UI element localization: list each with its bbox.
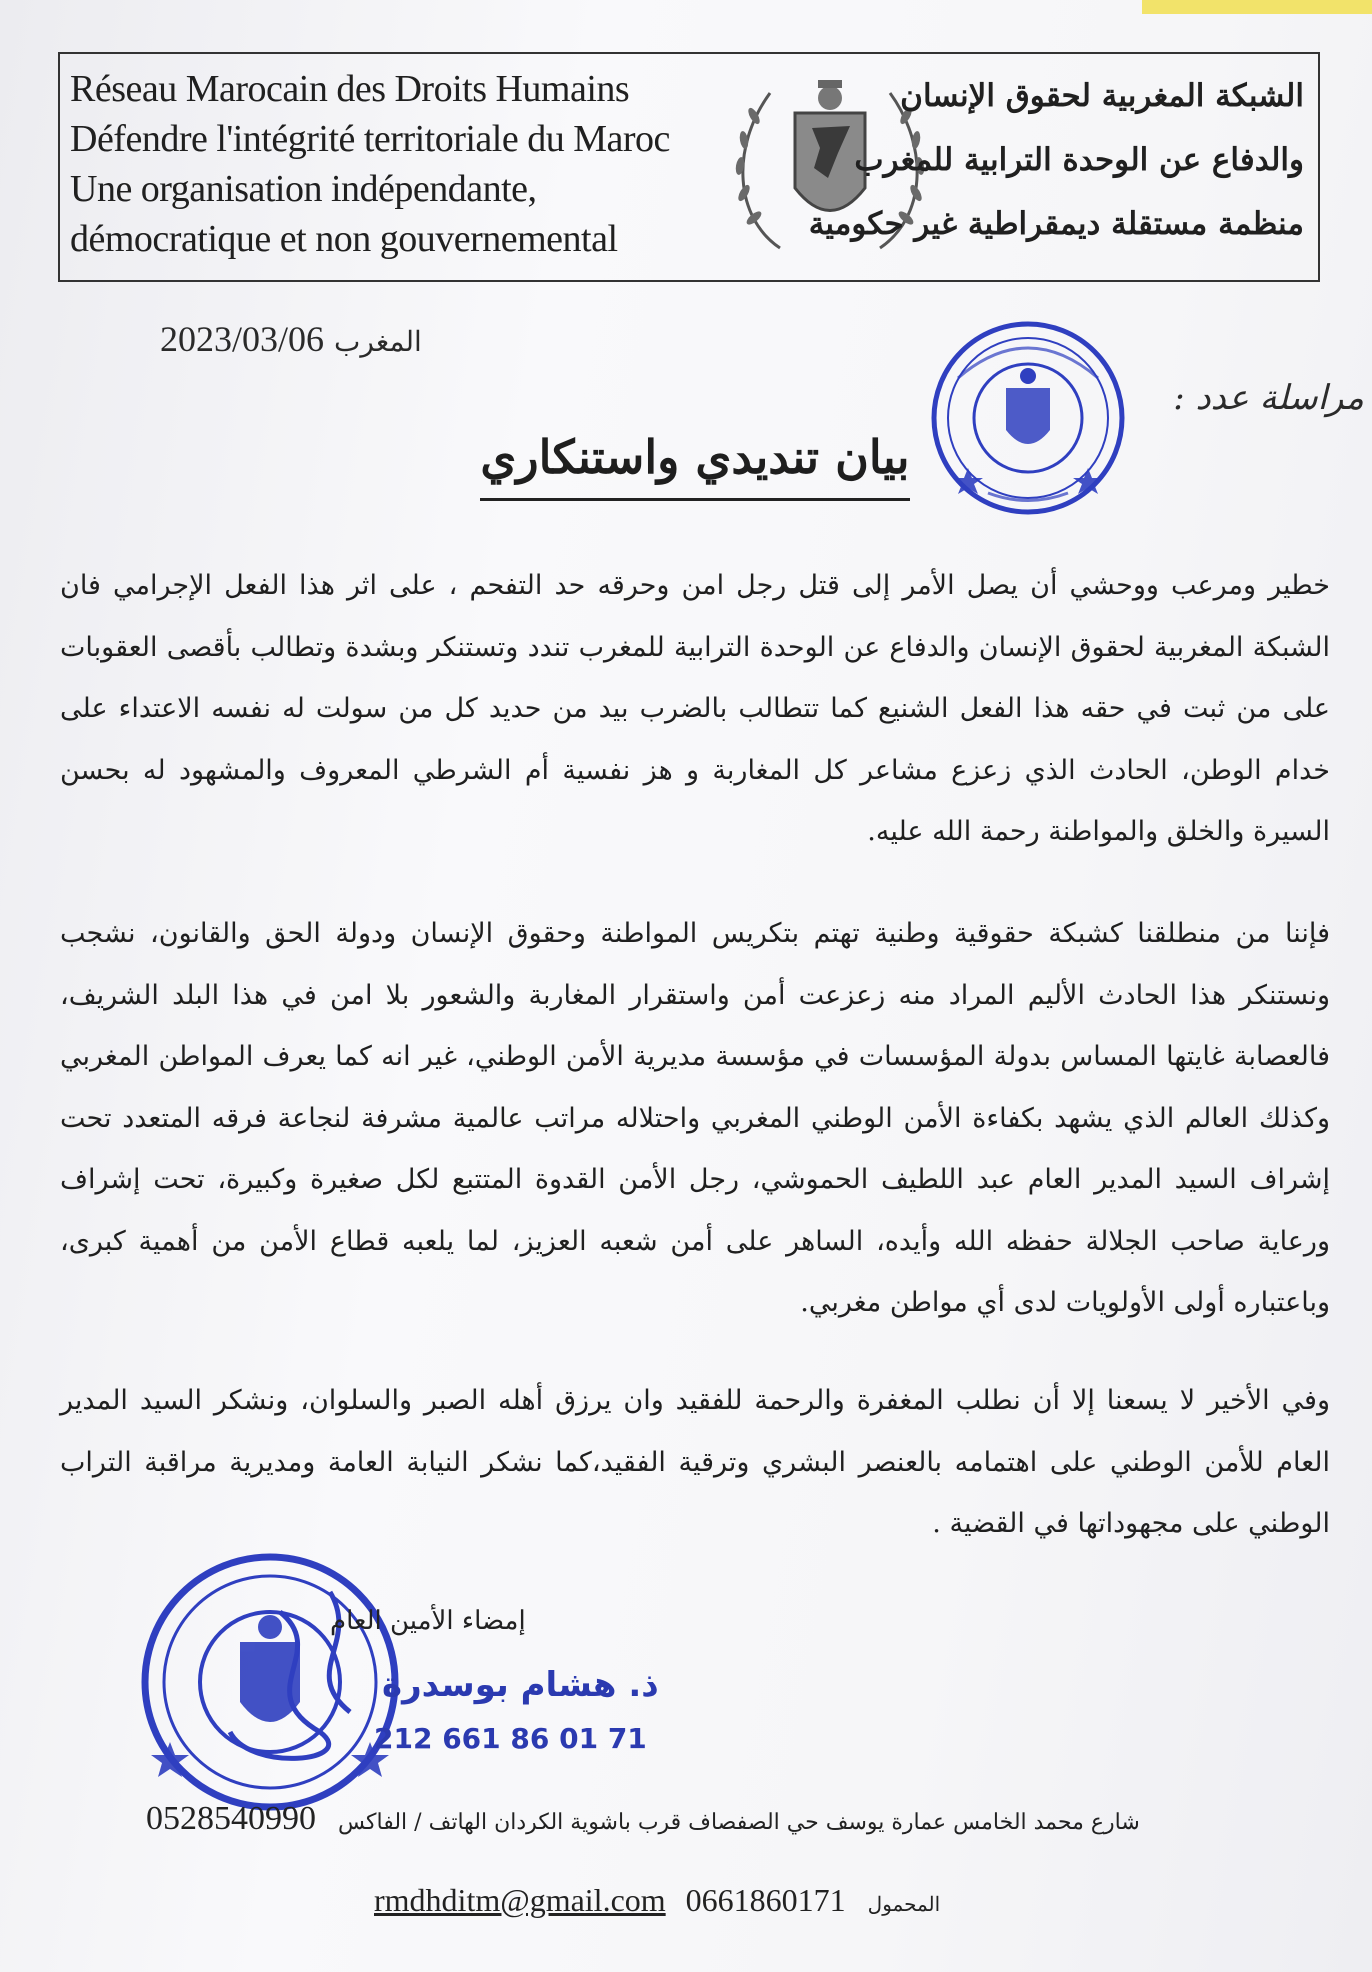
- page-title: بيان تنديدي واستنكاري: [480, 430, 910, 501]
- signatory-phone: 212 661 86 01 71: [374, 1722, 647, 1755]
- footer-mobile-label: المحمول: [867, 1892, 941, 1916]
- letterhead-french-line: Défendre l'intégrité territoriale du Maroc: [70, 118, 670, 160]
- letterhead-arabic: [808, 64, 1304, 256]
- signature-label: إمضاء الأمين العام: [330, 1606, 526, 1636]
- footer-phone-fax: 0528540990: [146, 1800, 316, 1837]
- document-date: [160, 318, 422, 360]
- letterhead-french-line: démocratique et non gouvernemental: [70, 218, 618, 260]
- footer-email-link[interactable]: rmdhditm@gmail.com: [374, 1882, 666, 1918]
- stamp-icon: [928, 318, 1128, 518]
- reference-number-label: مراسلة عدد :: [1173, 378, 1364, 418]
- letterhead-french: [70, 64, 670, 264]
- footer-contact-line: [374, 1882, 940, 1919]
- footer-mobile: 0661860171: [685, 1882, 846, 1918]
- signature-stamp-icon: [130, 1532, 420, 1822]
- letterhead-arabic-line: منظمة مستقلة ديمقراطية غير حكومية: [808, 206, 1304, 242]
- letterhead-arabic-line: الشبكة المغربية لحقوق الإنسان: [900, 78, 1304, 114]
- date-place: المغرب: [334, 325, 422, 358]
- page-corner-tab: [1142, 0, 1372, 14]
- letterhead-french-line: Une organisation indépendante,: [70, 168, 537, 210]
- date-value: 2023/03/06: [160, 319, 325, 359]
- signatory-name: ذ. هشام بوسدرة: [382, 1665, 659, 1705]
- official-stamp-top: [928, 318, 1128, 518]
- body-paragraph: وفي الأخير لا يسعنا إلا أن نطلب المغفرة والرحمة للفقيد وان يرزق أهله الصبر والسلوان، ونشكر السيد المدير العام للأمن الوطني على اهتمامه بالعنصر البشري وترقية الفقيد،كما نشكر النيابة العامة ومديرية مراقبة التراب الوطني على مجهوداتها في القضية .: [60, 1385, 1330, 1539]
- footer-address-line: [146, 1800, 1140, 1838]
- footer-address: شارع محمد الخامس عمارة يوسف حي الصفصاف قرب باشوية الكردان الهاتف / الفاكس: [338, 1810, 1140, 1835]
- letterhead: [58, 52, 1320, 282]
- letterhead-arabic-line: والدفاع عن الوحدة الترابية للمغرب: [854, 142, 1304, 178]
- body-paragraph: خطير ومرعب ووحشي أن يصل الأمر إلى قتل رجل امن وحرقه حد التفحم ، على اثر هذا الفعل الإجرامي فان الشبكة المغربية لحقوق الإنسان والدفاع عن الوحدة الترابية للمغرب تندد وتستنكر وبشدة وتطالب بأقصى العقوبات على من ثبت في حقه هذا الفعل الشنيع كما تتطالب بالضرب بيد من حديد كل من سولت له نفسه الاعتداء على خدام الوطن، الحادث الذي زعزع مشاعر كل المغاربة و هز نفسية أم الشرطي المعروف والمشهود له بحسن السيرة والخلق والمواطنة رحمة الله عليه.: [60, 570, 1330, 847]
- body-paragraph: فإننا من منطلقنا كشبكة حقوقية وطنية تهتم بتكريس المواطنة وحقوق الإنسان ودولة الحق والقانون، نشجب ونستنكر هذا الحادث الأليم المراد منه زعزعت أمن واستقرار المغاربة والشعور بلا امن في هذا البلد الشريف، فالعصابة غايتها المساس بدولة المؤسسات في مؤسسة مديرية الأمن الوطني، غير انه كما يعرف المواطن المغربي وكذلك العالم الذي يشهد بكفاءة الأمن الوطني المغربي واحتلاله مراتب عالمية مشرفة لنجاعة فرقه المتعدد تحت إشراف السيد المدير العام عبد اللطيف الحموشي، رجل الأمن القدوة المتتبع لكل صغيرة وكبيرة، تحت إشراف ورعاية صاحب الجلالة حفظه الله وأيده، الساهر على أمن شعبه العزيز، لما يلعبه قطاع الأمن من أهمية كبرى، وباعتباره أولى الأولويات لدى أي مواطن مغربي.: [60, 918, 1330, 1318]
- official-stamp-signature: [130, 1532, 420, 1822]
- letterhead-french-line: Réseau Marocain des Droits Humains: [70, 68, 630, 110]
